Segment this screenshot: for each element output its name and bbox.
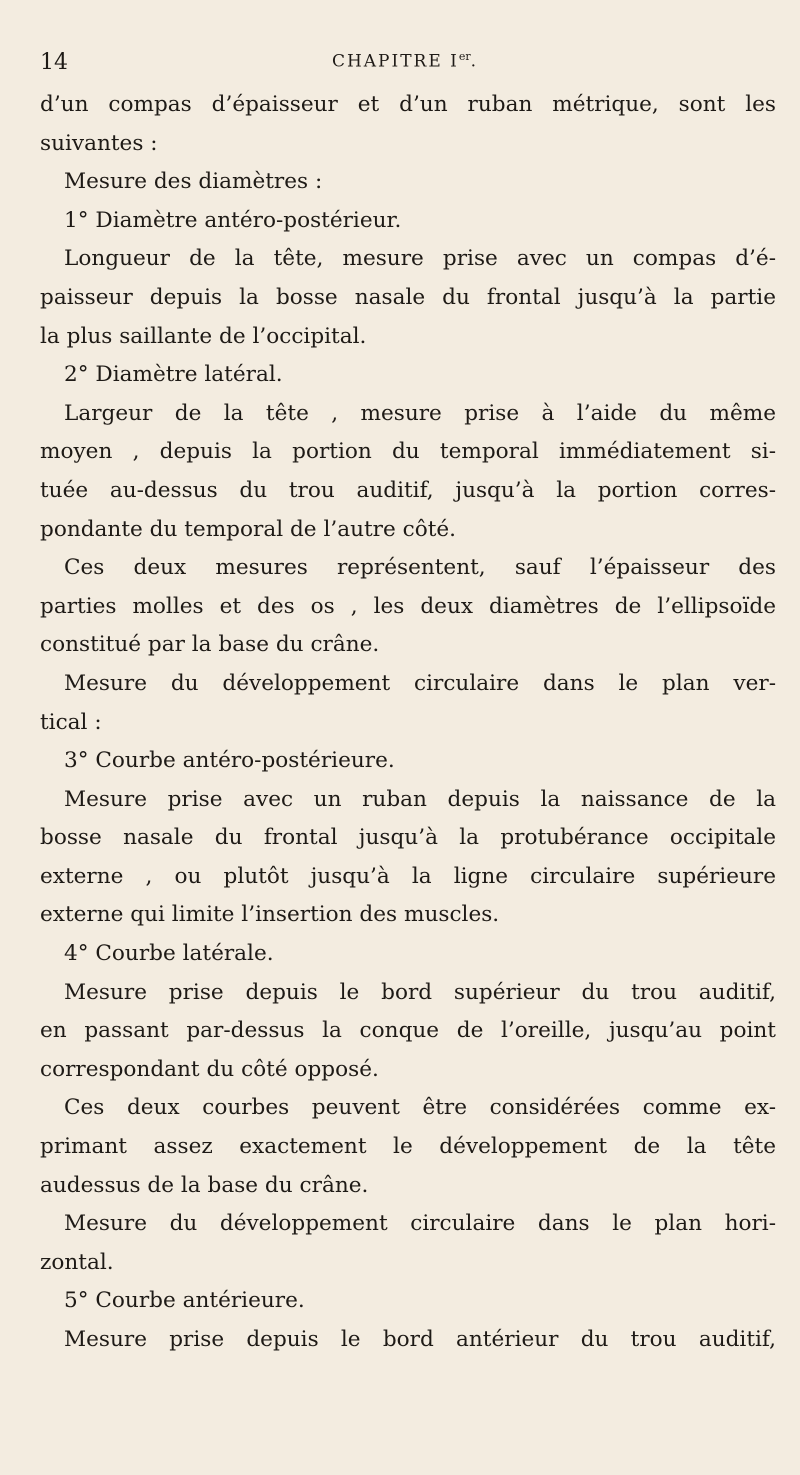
text-line: la plus saillante de l’occipital. (40, 323, 367, 349)
text-line: 2° Diamètre latéral. (64, 362, 283, 388)
text-line: Mesure prise depuis le bord antérieur du trou auditif, (64, 1327, 776, 1352)
text-line: tuée au-dessus du trou auditif, jusqu’à la portion corres- (40, 477, 776, 503)
page-header (40, 50, 770, 80)
text-line: d’un compas d’épaisseur et d’un ruban métrique, sont les (40, 92, 776, 117)
text-line: Ces deux mesures représentent, sauf l’épaisseur des (64, 555, 776, 581)
text-line: moyen , depuis la portion du temporal immédiatement si- (40, 439, 776, 465)
text-line: pondante du temporal de l’autre côté. (40, 516, 457, 542)
text-line: Mesure prise depuis le bord supérieur du trou auditif, (64, 979, 776, 1005)
text-line: 1° Diamètre antéro-postérieur. (64, 207, 402, 233)
text-line: en passant par-dessus la conque de l’oreille, jusqu’au point (40, 1018, 776, 1044)
text-line: audessus de la base du crâne. (40, 1172, 369, 1198)
text-line: Longueur de la tête, mesure prise avec un compas d’é- (64, 246, 776, 272)
text-line: Ces deux courbes peuvent être considérées comme ex- (64, 1095, 776, 1121)
text-line: bosse nasale du frontal jusqu’à la protubérance occipitale (40, 825, 776, 851)
text-line: Mesure prise avec un ruban depuis la naissance de la (64, 786, 776, 812)
text-line: Mesure du développement circulaire dans le plan ver- (64, 670, 776, 696)
text-line: paisseur depuis la bosse nasale du frontal jusqu’à la partie (40, 284, 776, 310)
text-line: externe , ou plutôt jusqu’à la ligne circulaire supérieure (40, 863, 776, 889)
text-line: 4° Courbe latérale. (64, 941, 274, 967)
text-line: 5° Courbe antérieure. (64, 1288, 305, 1314)
text-line: Largeur de la tête , mesure prise à l’aide du même (64, 400, 776, 426)
chapter-title: CHAPITRE I (331, 51, 459, 72)
running-head (40, 50, 770, 72)
text-line: 3° Courbe antéro-postérieure. (64, 748, 395, 774)
chapter-period: . (470, 51, 479, 72)
text-line: parties molles et des os , les deux diamètres de l’ellipsoïde (40, 593, 776, 619)
text-line: correspondant du côté opposé. (40, 1056, 379, 1082)
text-line: tical : (40, 709, 102, 735)
chapter-superscript: er (458, 50, 471, 63)
body-text (40, 86, 776, 1360)
text-line: suivantes : (40, 130, 158, 156)
page-number: 14 (40, 50, 68, 75)
text-line: primant assez exactement le développement de la tête (40, 1134, 776, 1160)
text-line: constitué par la base du crâne. (40, 632, 380, 658)
text-line: Mesure des diamètres : (64, 169, 323, 195)
text-line: zontal. (40, 1249, 114, 1275)
text-line: externe qui limite l’insertion des muscles. (40, 902, 500, 928)
text-line: Mesure du développement circulaire dans le plan hori- (64, 1211, 776, 1237)
